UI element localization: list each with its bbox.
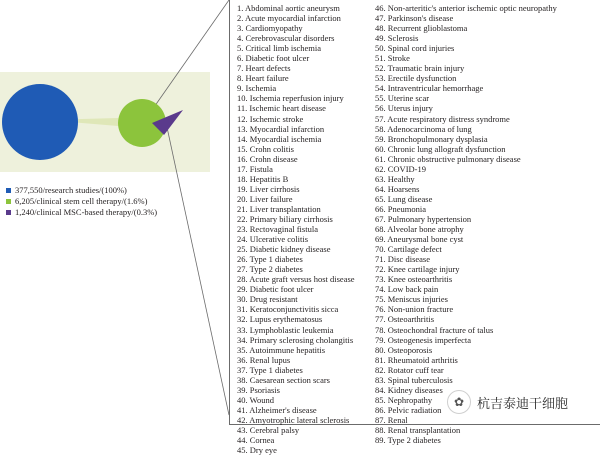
disease-list-item: 66. Pneumonia xyxy=(375,203,426,214)
disease-list-item: 15. Crohn colitis xyxy=(237,143,294,154)
disease-list-item: 47. Parkinson's disease xyxy=(375,13,454,24)
research-studies-circle xyxy=(2,84,78,160)
disease-list-item: 85. Nephropathy xyxy=(375,394,433,405)
disease-list-item: 16. Crohn disease xyxy=(237,153,298,164)
disease-list-item: 62. COVID-19 xyxy=(375,163,426,174)
disease-list-column-2 xyxy=(375,3,557,445)
disease-list-item: 81. Rheumatoid arthritis xyxy=(375,354,458,365)
disease-list-item: 36. Renal lupus xyxy=(237,354,291,365)
connector-top xyxy=(152,0,229,110)
disease-list-item: 29. Diabetic foot ulcer xyxy=(237,284,314,295)
disease-list-item: 74. Low back pain xyxy=(375,284,439,295)
disease-list-item: 43. Cerebral palsy xyxy=(237,424,300,435)
disease-list-item: 84. Kidney diseases xyxy=(375,384,443,395)
disease-list-item: 83. Spinal tuberculosis xyxy=(375,374,453,385)
disease-list-item: 70. Cartilage defect xyxy=(375,244,442,255)
disease-list-item: 49. Sclerosis xyxy=(375,33,419,44)
disease-list-item: 45. Dry eye xyxy=(237,445,277,455)
legend xyxy=(6,185,157,218)
disease-list-item: 56. Uterus injury xyxy=(375,103,433,114)
disease-list-item: 14. Myocardial ischemia xyxy=(237,133,322,144)
disease-list-item: 6. Diabetic foot ulcer xyxy=(237,53,310,64)
disease-list-item: 69. Aneurysmal bone cyst xyxy=(375,234,464,245)
disease-list-item: 5. Critical limb ischemia xyxy=(237,43,322,54)
connector-bottom xyxy=(165,118,229,415)
disease-list-item: 27. Type 2 diabetes xyxy=(237,264,303,275)
disease-list-item: 37. Type 1 diabetes xyxy=(237,364,303,375)
disease-list-item: 53. Erectile dysfunction xyxy=(375,73,457,84)
disease-list-item: 35. Autoimmune hepatitis xyxy=(237,344,326,355)
disease-list-item: 51. Stroke xyxy=(375,53,410,64)
disease-list-item: 58. Adenocarcinoma of lung xyxy=(375,123,472,134)
legend-swatch-blue xyxy=(6,188,11,193)
disease-list-item: 55. Uterine scar xyxy=(375,93,430,104)
legend-label: 6,205/clinical stem cell therapy/(1.6%) xyxy=(15,196,148,206)
disease-list-item: 73. Knee osteoarthritis xyxy=(375,274,453,285)
disease-list-item: 8. Heart failure xyxy=(237,73,289,84)
disease-list-item: 1. Abdominal aortic aneurysm xyxy=(237,3,340,13)
disease-list-item: 57. Acute respiratory distress syndrome xyxy=(375,113,510,124)
disease-list-item: 54. Intraventricular hemorrhage xyxy=(375,83,484,94)
disease-list-item: 44. Cornea xyxy=(237,435,275,446)
disease-list-item: 89. Type 2 diabetes xyxy=(375,435,441,446)
disease-list-item: 12. Ischemic stroke xyxy=(237,113,304,124)
disease-list-item: 60. Chronic lung allograft dysfunction xyxy=(375,143,506,154)
disease-list-item: 88. Renal transplantation xyxy=(375,424,461,435)
disease-list-item: 21. Liver transplantation xyxy=(237,203,321,214)
disease-list-item: 75. Meniscus injuries xyxy=(375,294,448,305)
legend-label: 1,240/clinical MSC-based therapy/(0.3%) xyxy=(15,207,158,217)
disease-list-item: 11. Ischemic heart disease xyxy=(237,103,326,114)
watermark-text: 杭吉泰迪干细胞 xyxy=(477,396,569,412)
legend-swatch-green xyxy=(6,199,11,204)
disease-list-item: 7. Heart defects xyxy=(237,63,291,74)
legend-item-research xyxy=(6,185,157,196)
disease-list-item: 68. Alveolar bone atrophy xyxy=(375,224,464,235)
disease-list-item: 42. Amyotrophic lateral sclerosis xyxy=(237,414,350,425)
disease-list-item: 71. Disc disease xyxy=(375,254,431,265)
disease-list-item: 32. Lupus erythematosus xyxy=(237,314,323,325)
disease-list-item: 79. Osteogenesis imperfecta xyxy=(375,334,472,345)
disease-list-item: 78. Osteochondral fracture of talus xyxy=(375,324,494,335)
disease-list-item: 82. Rotator cuff tear xyxy=(375,364,444,375)
disease-list-item: 80. Osteoporosis xyxy=(375,344,433,355)
disease-list-item: 77. Osteoarthritis xyxy=(375,314,435,325)
disease-list-item: 86. Pelvic radiation xyxy=(375,404,442,415)
disease-list-item: 19. Liver cirrhosis xyxy=(237,183,300,194)
disease-list-item: 46. Non-arteritic's anterior ischemic optic neuropathy xyxy=(375,3,557,13)
disease-list-item: 64. Hoarsens xyxy=(375,183,420,194)
disease-list-item: 28. Acute graft versus host disease xyxy=(237,274,355,285)
disease-list-item: 23. Rectovaginal fistula xyxy=(237,224,318,235)
disease-list-item: 72. Knee cartilage injury xyxy=(375,264,460,275)
disease-list-item: 48. Recurrent glioblastoma xyxy=(375,23,468,34)
disease-list-item: 20. Liver failure xyxy=(237,193,293,204)
disease-list-item: 50. Spinal cord injuries xyxy=(375,43,455,54)
disease-list-item: 65. Lung disease xyxy=(375,193,433,204)
disease-list-item: 52. Traumatic brain injury xyxy=(375,63,465,74)
disease-list-item: 30. Drug resistant xyxy=(237,294,298,305)
legend-item-stem-cell xyxy=(6,196,157,207)
disease-list-item: 17. Fistula xyxy=(237,163,273,174)
watermark xyxy=(447,385,597,419)
disease-list-item: 25. Diabetic kidney disease xyxy=(237,244,331,255)
wechat-logo-icon: ✿ xyxy=(447,390,471,414)
disease-list-item: 18. Hepatitis B xyxy=(237,173,289,184)
disease-list-item: 31. Keratoconjunctivitis sicca xyxy=(237,304,339,315)
legend-swatch-purple xyxy=(6,210,11,215)
disease-list-item: 41. Alzheimer's disease xyxy=(237,404,317,415)
disease-list-item: 10. Ischemia reperfusion injury xyxy=(237,93,344,104)
disease-list-item: 33. Lymphoblastic leukemia xyxy=(237,324,334,335)
disease-list-item: 3. Cardiomyopathy xyxy=(237,23,303,34)
legend-item-msc xyxy=(6,207,157,218)
disease-list-item: 76. Non-union fracture xyxy=(375,304,454,315)
disease-list-item: 4. Cerebrovascular disorders xyxy=(237,33,335,44)
disease-list-item: 39. Psoriasis xyxy=(237,384,280,395)
disease-list-item: 38. Caesarean section scars xyxy=(237,374,330,385)
disease-list-item: 63. Healthy xyxy=(375,173,415,184)
disease-list-item: 26. Type 1 diabetes xyxy=(237,254,303,265)
legend-label: 377,550/research studies/(100%) xyxy=(15,185,127,195)
disease-list-column-1 xyxy=(237,3,355,455)
disease-list-item: 24. Ulcerative colitis xyxy=(237,234,309,245)
disease-list-item: 13. Myocardial infarction xyxy=(237,123,325,134)
disease-list-item: 59. Bronchopulmonary dysplasia xyxy=(375,133,488,144)
disease-list-item: 61. Chronic obstructive pulmonary disease xyxy=(375,153,521,164)
disease-list-item: 67. Pulmonary hypertension xyxy=(375,213,472,224)
disease-list-item: 34. Primary sclerosing cholangitis xyxy=(237,334,354,345)
disease-list-item: 9. Ischemia xyxy=(237,83,277,94)
disease-list-item: 2. Acute myocardial infarction xyxy=(237,13,341,24)
disease-list-item: 40. Wound xyxy=(237,394,274,405)
disease-list-item: 87. Renal xyxy=(375,414,408,425)
disease-list-item: 22. Primary biliary cirrhosis xyxy=(237,213,333,224)
